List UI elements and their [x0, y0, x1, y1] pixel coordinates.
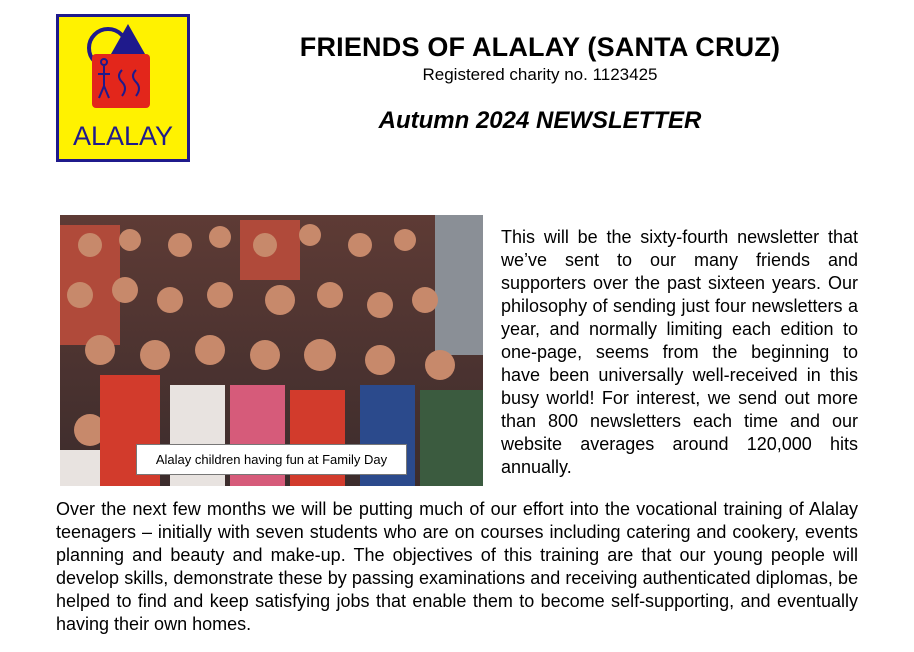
charity-number: Registered charity no. 1123425 — [422, 65, 658, 84]
intro-paragraph: This will be the sixty-fourth newsletter that we’ve sent to our many friends and supporters over the past sixteen years. Our philosophy of sending just four newsletters a year, and normally limiting each edition to one-page, seems from the beginning to have been universally well-received in this busy world! For interest, we send out more than 800 newsletters each time and our website averages around 120,000 hits annually. — [501, 227, 858, 477]
photo-caption: Alalay children having fun at Family Day — [136, 444, 407, 475]
alalay-logo — [56, 14, 190, 162]
masthead — [230, 30, 850, 136]
organisation-name: FRIENDS OF ALALAY (SANTA CRUZ) — [299, 32, 781, 62]
newsletter-edition: Autumn 2024 NEWSLETTER — [378, 107, 702, 134]
vocational-training-paragraph: Over the next few months we will be putting much of our effort into the vocational training of Alalay teenagers – initially with seven students who are on courses including catering and cookery, events planning and beauty and make-up. The objectives of this training are that our young people will develop skills, demonstrate these by passing examinations and receiving authenticated diplomas, be helped to find and keep satisfying jobs that enable them to become self-supporting, and eventually having their own homes. — [56, 499, 858, 634]
logo-wordmark: ALALAY — [72, 121, 174, 151]
logo-graphic — [56, 14, 190, 162]
